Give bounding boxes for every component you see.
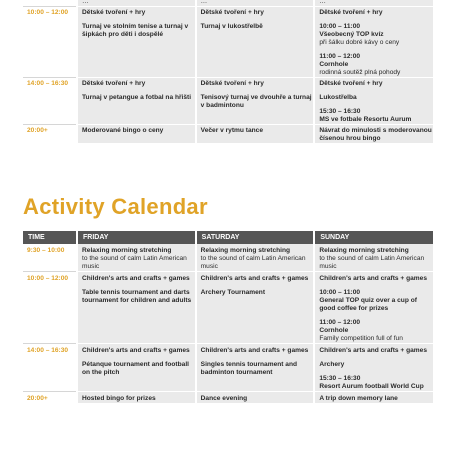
- activity-title: Children's arts and crafts + games: [319, 347, 427, 354]
- day-cell: [77, 125, 196, 144]
- activity-title: Dětské tvoření + hry: [319, 80, 383, 87]
- time-slot: 14:00 – 16:30: [23, 344, 77, 392]
- header-friday: FRIDAY: [77, 231, 196, 244]
- time-slot: 20:00+: [23, 125, 77, 144]
- activity-note: při šálku dobré kávy o ceny: [319, 39, 400, 46]
- table-row: [23, 344, 433, 392]
- time-slot: 10:00 – 12:00: [23, 272, 77, 344]
- activity-title: Turnaj v lukostřelbě: [200, 23, 263, 30]
- activity-calendar-body: [23, 244, 433, 403]
- time-slot: 10:00 – 12:00: [23, 7, 77, 78]
- table-row: [23, 392, 433, 404]
- day-cell: [314, 244, 433, 272]
- activity-calendar-table: [23, 231, 433, 403]
- activity-title: 10:00 – 11:00: [319, 289, 361, 296]
- activity-title: 10:00 – 11:00: [319, 23, 361, 30]
- activity-note: …: [319, 0, 326, 5]
- activity-title: General TOP quiz over a cup of good coffee for prizes: [319, 297, 417, 312]
- activity-title: Dance evening: [200, 395, 248, 402]
- day-cell: [196, 244, 315, 272]
- day-cell: [77, 244, 196, 272]
- activity-title: Children's arts and crafts + games: [200, 347, 309, 354]
- activity-title: Children's arts and crafts + games: [82, 275, 190, 282]
- day-cell: [77, 78, 196, 125]
- activity-note: to the sound of calm Latin American music: [200, 255, 306, 270]
- activity-title: Všeobecný TOP kvíz: [319, 31, 384, 38]
- header-time: TIME: [23, 231, 77, 244]
- day-cell: [314, 7, 433, 78]
- day-cell: [196, 7, 315, 78]
- activity-title: 11:00 – 12:00: [319, 53, 361, 60]
- czech-schedule-body: [23, 0, 433, 143]
- activity-note: to the sound of calm Latin American music: [82, 255, 187, 270]
- day-cell: [314, 78, 433, 125]
- activity-title: Návrat do minulosti s moderovanou čísenou hrou bingo: [319, 127, 432, 142]
- activity-title: Pétanque tournament and football on the pitch: [82, 361, 189, 376]
- activity-title: Relaxing morning stretching: [82, 247, 172, 254]
- day-cell: [196, 125, 315, 144]
- day-cell: [196, 78, 315, 125]
- activity-title: Relaxing morning stretching: [200, 247, 291, 254]
- activity-title: Dětské tvoření + hry: [200, 9, 264, 16]
- activity-title: Lukostřelba: [319, 94, 357, 101]
- time-slot: 20:00+: [23, 392, 77, 404]
- activity-title: Turnaj v petangue a fotbal na hřišti: [82, 94, 192, 101]
- table-row: [23, 272, 433, 344]
- activity-title: Turnaj ve stolním tenise a turnaj v šipkách pro děti i dospělé: [82, 23, 189, 38]
- day-cell: [314, 272, 433, 344]
- activity-title: Archery: [319, 361, 345, 368]
- day-cell: [314, 125, 433, 144]
- activity-title: 15:30 – 16:30: [319, 375, 361, 382]
- activity-title: Dětské tvoření + hry: [82, 9, 146, 16]
- activity-note: Family competition full of fun: [319, 335, 403, 342]
- day-cell: [314, 392, 433, 404]
- day-cell: [196, 344, 315, 392]
- activity-title: Children's arts and crafts + games: [319, 275, 427, 282]
- activity-title: Tenisový turnaj ve dvouhře a turnaj v badmintonu: [200, 94, 312, 109]
- day-cell: [77, 7, 196, 78]
- table-row: [23, 7, 433, 78]
- activity-title: Children's arts and crafts + games: [200, 275, 309, 282]
- activity-note: to the sound of calm Latin American music: [319, 255, 425, 270]
- activity-title: Singles tennis tournament and badminton tournament: [200, 361, 298, 376]
- day-cell: [77, 272, 196, 344]
- activity-title: Archery Tournament: [200, 289, 266, 296]
- page-title: Activity Calendar: [23, 194, 208, 219]
- activity-title: Hosted bingo for prizes: [82, 395, 156, 402]
- activity-note: rodinná soutěž plná pohody: [319, 69, 401, 76]
- table-row: [23, 78, 433, 125]
- activity-title: Moderované bingo o ceny: [82, 127, 164, 134]
- activity-title: Relaxing morning stretching: [319, 247, 409, 254]
- activity-title: Cornhole: [319, 61, 349, 68]
- table-row: [23, 125, 433, 144]
- activity-title: Children's arts and crafts + games: [82, 347, 190, 354]
- day-cell: [196, 392, 315, 404]
- activity-title: Resort Aurum football World Cup: [319, 383, 424, 390]
- activity-title: A trip down memory lane: [319, 395, 398, 402]
- activity-title: 11:00 – 12:00: [319, 319, 361, 326]
- activity-note: …: [200, 0, 208, 5]
- activity-title: Večer v rytmu tance: [200, 127, 263, 134]
- czech-schedule-table: [23, 0, 433, 143]
- activity-title: Cornhole: [319, 327, 349, 334]
- activity-title: 15:30 – 16:30: [319, 108, 361, 115]
- activity-title: Dětské tvoření + hry: [82, 80, 146, 87]
- activity-title: Table tennis tournament and darts tournament for children and adults: [82, 289, 192, 304]
- day-cell: [77, 344, 196, 392]
- day-cell: [314, 344, 433, 392]
- time-slot: 14:00 – 16:30: [23, 78, 77, 125]
- activity-title: Dětské tvoření + hry: [200, 80, 264, 87]
- activity-note: …: [82, 0, 89, 5]
- day-cell: [196, 272, 315, 344]
- activity-title: Dětské tvoření + hry: [319, 9, 383, 16]
- activity-title: MS ve fotbale Resortu Aurum: [319, 116, 412, 123]
- day-cell: [77, 392, 196, 404]
- header-sunday: SUNDAY: [314, 231, 433, 244]
- time-slot: 9:30 – 10:00: [27, 247, 65, 254]
- table-row: [23, 244, 433, 272]
- header-saturday: SATURDAY: [196, 231, 315, 244]
- calendar-header-row: [23, 231, 433, 244]
